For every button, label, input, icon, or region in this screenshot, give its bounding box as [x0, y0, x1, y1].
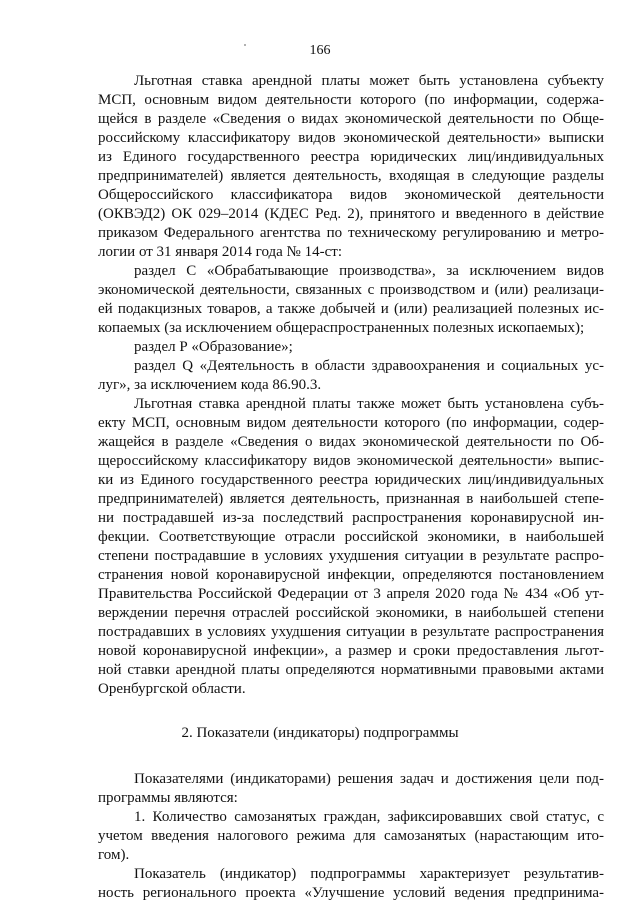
text-line: фекции. Соответствующие отрасли российской экономики, в наибольшей [98, 529, 604, 545]
text-line: Льготная ставка арендной платы может быть установлена субъекту [134, 73, 604, 89]
text-line: ки из Единого государственного реестра юридических лиц/индивидуальных [98, 472, 604, 488]
text-line: Показателями (индикаторами) решения задач и достижения цели под- [134, 771, 604, 787]
text-line: программы являются: [98, 790, 238, 806]
text-line: раздел Р «Образование»; [134, 339, 293, 355]
text-line: российскому классификатору видов экономической деятельности» выписки [98, 130, 604, 146]
text-line: щейся в разделе «Сведения о видах экономической деятельности по Обще- [98, 111, 604, 127]
text-line: (ОКВЭД2) ОК 029–2014 (КДЕС Ред. 2), принятого и введенного в действие [98, 206, 604, 222]
text-line: МСП, основным видом деятельности которого (по информации, содержа- [98, 92, 604, 108]
text-line: ей подакцизных товаров, а также добычей и (или) реализацией полезных ис- [98, 301, 604, 317]
text-line: 1. Количество самозанятых граждан, зафиксировавших свой статус, с [134, 809, 604, 825]
text-line: экономической деятельности, связанных с производством и (или) реализаци- [98, 282, 604, 298]
page-number: 166 [309, 43, 331, 58]
section-heading: 2. Показатели (индикаторы) подпрограммы [181, 725, 459, 741]
text-line: Оренбургской области. [98, 681, 246, 697]
text-line: приказом Федерального агентства по техническому регулированию и метро- [98, 225, 604, 241]
text-line: ной ставки арендной платы определяются нормативными правовыми актами [98, 662, 604, 678]
text-line: пострадавших в условиях ухудшения ситуации в результате распространения [98, 624, 604, 640]
text-line: екту МСП, основным видом деятельности которого (по информации, содер- [98, 415, 604, 431]
text-line: из Единого государственного реестра юридических лиц/индивидуальных [98, 149, 604, 165]
text-line: ни пострадавшей из-за последствий распространения коронавирусной ин- [98, 510, 604, 526]
text-line: верждении перечня отраслей российской экономики, в наибольшей степени [98, 605, 604, 621]
text-line: Показатель (индикатор) подпрограммы характеризует результатив- [134, 866, 604, 882]
text-line: странения новой коронавирусной инфекции, определяются постановлением [98, 567, 604, 583]
text-line: жащейся в разделе «Сведения о видах экономической деятельности по Об- [98, 434, 604, 450]
text-line: учетом введения налогового режима для самозанятых (нарастающим ито- [98, 828, 604, 844]
text-line: ность регионального проекта «Улучшение условий ведения предпринима- [98, 885, 604, 901]
text-line: Льготная ставка арендной платы также может быть установлена субъ- [134, 396, 604, 412]
text-line: предпринимателей) является деятельность, признанная в наибольшей степе- [98, 491, 604, 507]
text-line: предпринимателей) является деятельность, входящая в следующие разделы [98, 168, 604, 184]
text-line: новой коронавирусной инфекции», а размер и сроки предоставления льгот- [98, 643, 604, 659]
text-line: луг», за исключением кода 86.90.3. [98, 377, 322, 393]
text-line: гом). [98, 847, 130, 863]
text-line: Правительства Российской Федерации от 3 апреля 2020 года № 434 «Об ут- [98, 586, 604, 602]
text-line: логии от 31 января 2014 года № 14-ст: [98, 244, 342, 260]
text-line: Общероссийского классификатора видов экономической деятельности [98, 187, 604, 203]
text-line: щероссийскому классификатору видов экономической деятельности» выпис- [98, 453, 604, 469]
text-line: копаемых (за исключением общераспространенных полезных ископаемых); [98, 320, 585, 336]
text-line: раздел Q «Деятельность в области здравоохранения и социальных ус- [134, 358, 604, 374]
text-line: степени пострадавшие в условиях ухудшения ситуации в результате распро- [98, 548, 604, 564]
text-line: раздел С «Обрабатывающие производства», за исключением видов [134, 263, 604, 279]
